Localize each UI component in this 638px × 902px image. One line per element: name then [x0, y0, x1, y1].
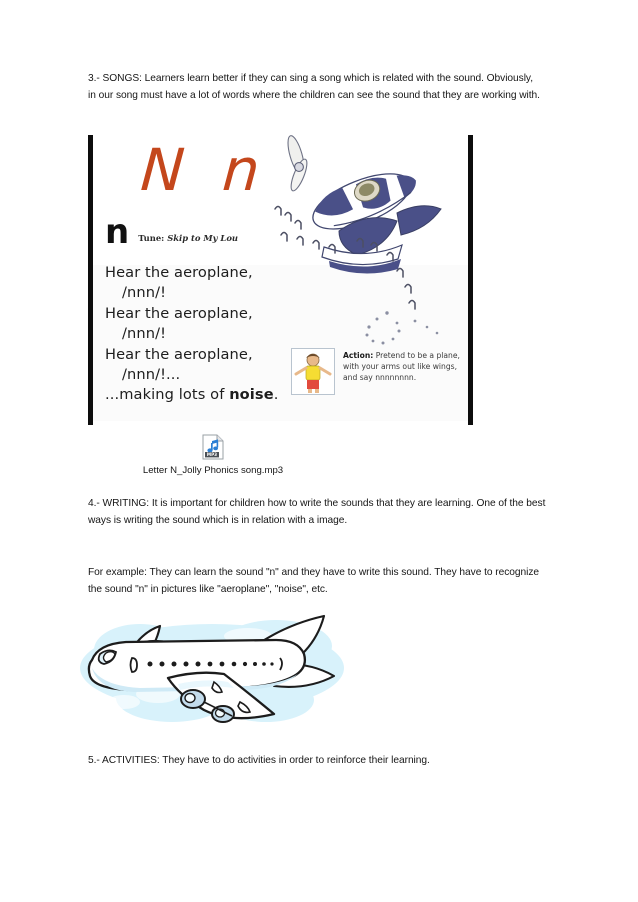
card-right-border [468, 135, 473, 425]
paragraph-writing: 4.- WRITING: It is important for children how to write the sounds that they are learning. One of the best ways is writing the sound which is in relation with a image. [88, 498, 546, 527]
tune-row [105, 212, 238, 252]
lyric-final-bold: noise [229, 386, 274, 404]
action-description [343, 348, 468, 384]
card-content [93, 135, 468, 425]
lyric-line: /nnn/! [122, 325, 167, 343]
jolly-phonics-card-image [88, 135, 473, 425]
lyric-line: Hear the aeroplane, [105, 264, 253, 281]
action-child-thumbnail [291, 348, 335, 395]
lyric-final-plain: ...making lots of [105, 386, 230, 404]
lyric-line: Hear the aeroplane, [105, 304, 253, 322]
song-lyrics [105, 263, 278, 406]
lyric-line: Hear the aeroplane, [105, 345, 253, 363]
paragraph-activities: 5.- ACTIVITIES: They have to do activities in order to reinforce their learning. [88, 755, 430, 766]
mp3-filename[interactable]: Letter N_Jolly Phonics song.mp3 [142, 465, 284, 476]
letter-pair-Nn: N n [138, 136, 272, 204]
propeller-plane-illustration [269, 135, 468, 365]
paragraph-example: For example: They can learn the sound "n" and they have to write this sound. They have to recognize the sound "n" in pictures like "aeroplane", "noise", etc. [88, 567, 539, 596]
action-body: Pretend to be a plane, with your arms out like wings, and say nnnnnnnn. [343, 351, 460, 383]
aeroplane-illustration [62, 606, 382, 734]
tune-label-text: Tune: [138, 232, 165, 243]
mp3-file-icon[interactable] [202, 434, 224, 460]
tune-name: Skip to My Lou [167, 232, 238, 243]
lyric-line: /nnn/!... [122, 366, 181, 384]
action-label: Action: [343, 351, 374, 360]
audio-attachment[interactable] [108, 434, 318, 476]
paragraph-songs: 3.- SONGS: Learners learn better if they can sing a song which is related with the sound. Obviously, in our song must have a lot of words where the children can see the sound that they are working with. [88, 73, 540, 102]
action-block [291, 348, 468, 395]
lyric-line: /nnn/! [122, 284, 167, 302]
svg-text:MP3: MP3 [206, 452, 218, 458]
lyric-line-final [105, 385, 278, 405]
lyric-final-tail: . [273, 386, 279, 404]
lowercase-n-glyph: n [105, 212, 130, 252]
tune-label [138, 233, 238, 247]
